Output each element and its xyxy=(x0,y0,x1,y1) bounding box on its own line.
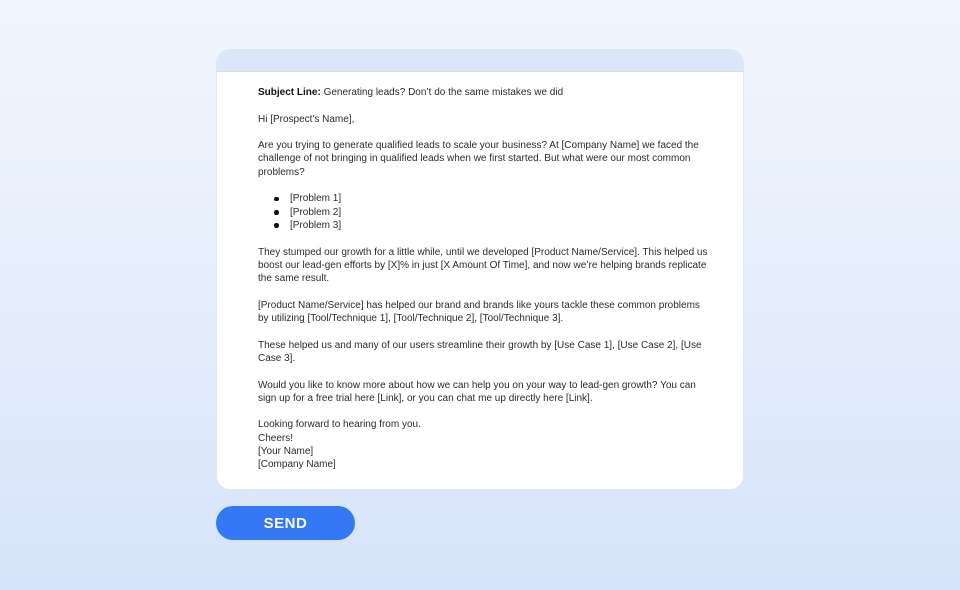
intro-paragraph: Are you trying to generate qualified leads to scale your business? At [Company Name] we faced the challenge of not bringing in qualified leads when we first started. But what were our most common problems? xyxy=(258,140,699,178)
your-name-line: [Your Name] xyxy=(258,446,314,458)
closing-line: Looking forward to hearing from you. xyxy=(258,419,421,431)
bullet-icon xyxy=(274,197,279,202)
subject-label: Subject Line: xyxy=(258,87,321,98)
growth-paragraph: They stumped our growth for a little while, until we developed [Product Name/Service]. This helped us boost our lead-gen efforts by [X]% in just [X Amount Of Time], and now we’re helping brands replicate the same result. xyxy=(258,246,708,285)
send-button[interactable]: SEND xyxy=(216,506,355,540)
bullet-icon xyxy=(274,223,279,228)
signoff-line: Cheers! xyxy=(258,432,294,444)
cta-paragraph: Would you like to know more about how we can help you on your way to lead-gen growth? You can sign up for a free trial here [Link], or you can chat me up directly here [Link]. xyxy=(258,379,696,404)
subject-line xyxy=(258,86,708,99)
company-name-line: [Company Name] xyxy=(258,459,336,471)
greeting: Hi [Prospect's Name], xyxy=(258,113,355,125)
email-card-header xyxy=(217,50,743,72)
subject-text: Generating leads? Don’t do the same mistakes we did xyxy=(320,87,564,98)
problem-list xyxy=(258,192,708,232)
list-item: [Problem 1] xyxy=(274,192,708,205)
email-body[interactable] xyxy=(258,86,708,472)
signature-block xyxy=(258,418,708,471)
list-item: [Problem 2] xyxy=(274,206,708,219)
list-item: [Problem 3] xyxy=(274,219,708,232)
bullet-icon xyxy=(274,210,279,215)
tools-paragraph: [Product Name/Service] has helped our brand and brands like yours tackle these common problems by utilizing [Tool/Technique 1], [Tool/Technique 2], [Tool/Technique 3]. xyxy=(258,299,700,325)
email-card xyxy=(216,49,744,490)
use-cases-paragraph: These helped us and many of our users streamline their growth by [Use Case 1], [Use Case 2], [Use Case 3]. xyxy=(258,339,702,364)
